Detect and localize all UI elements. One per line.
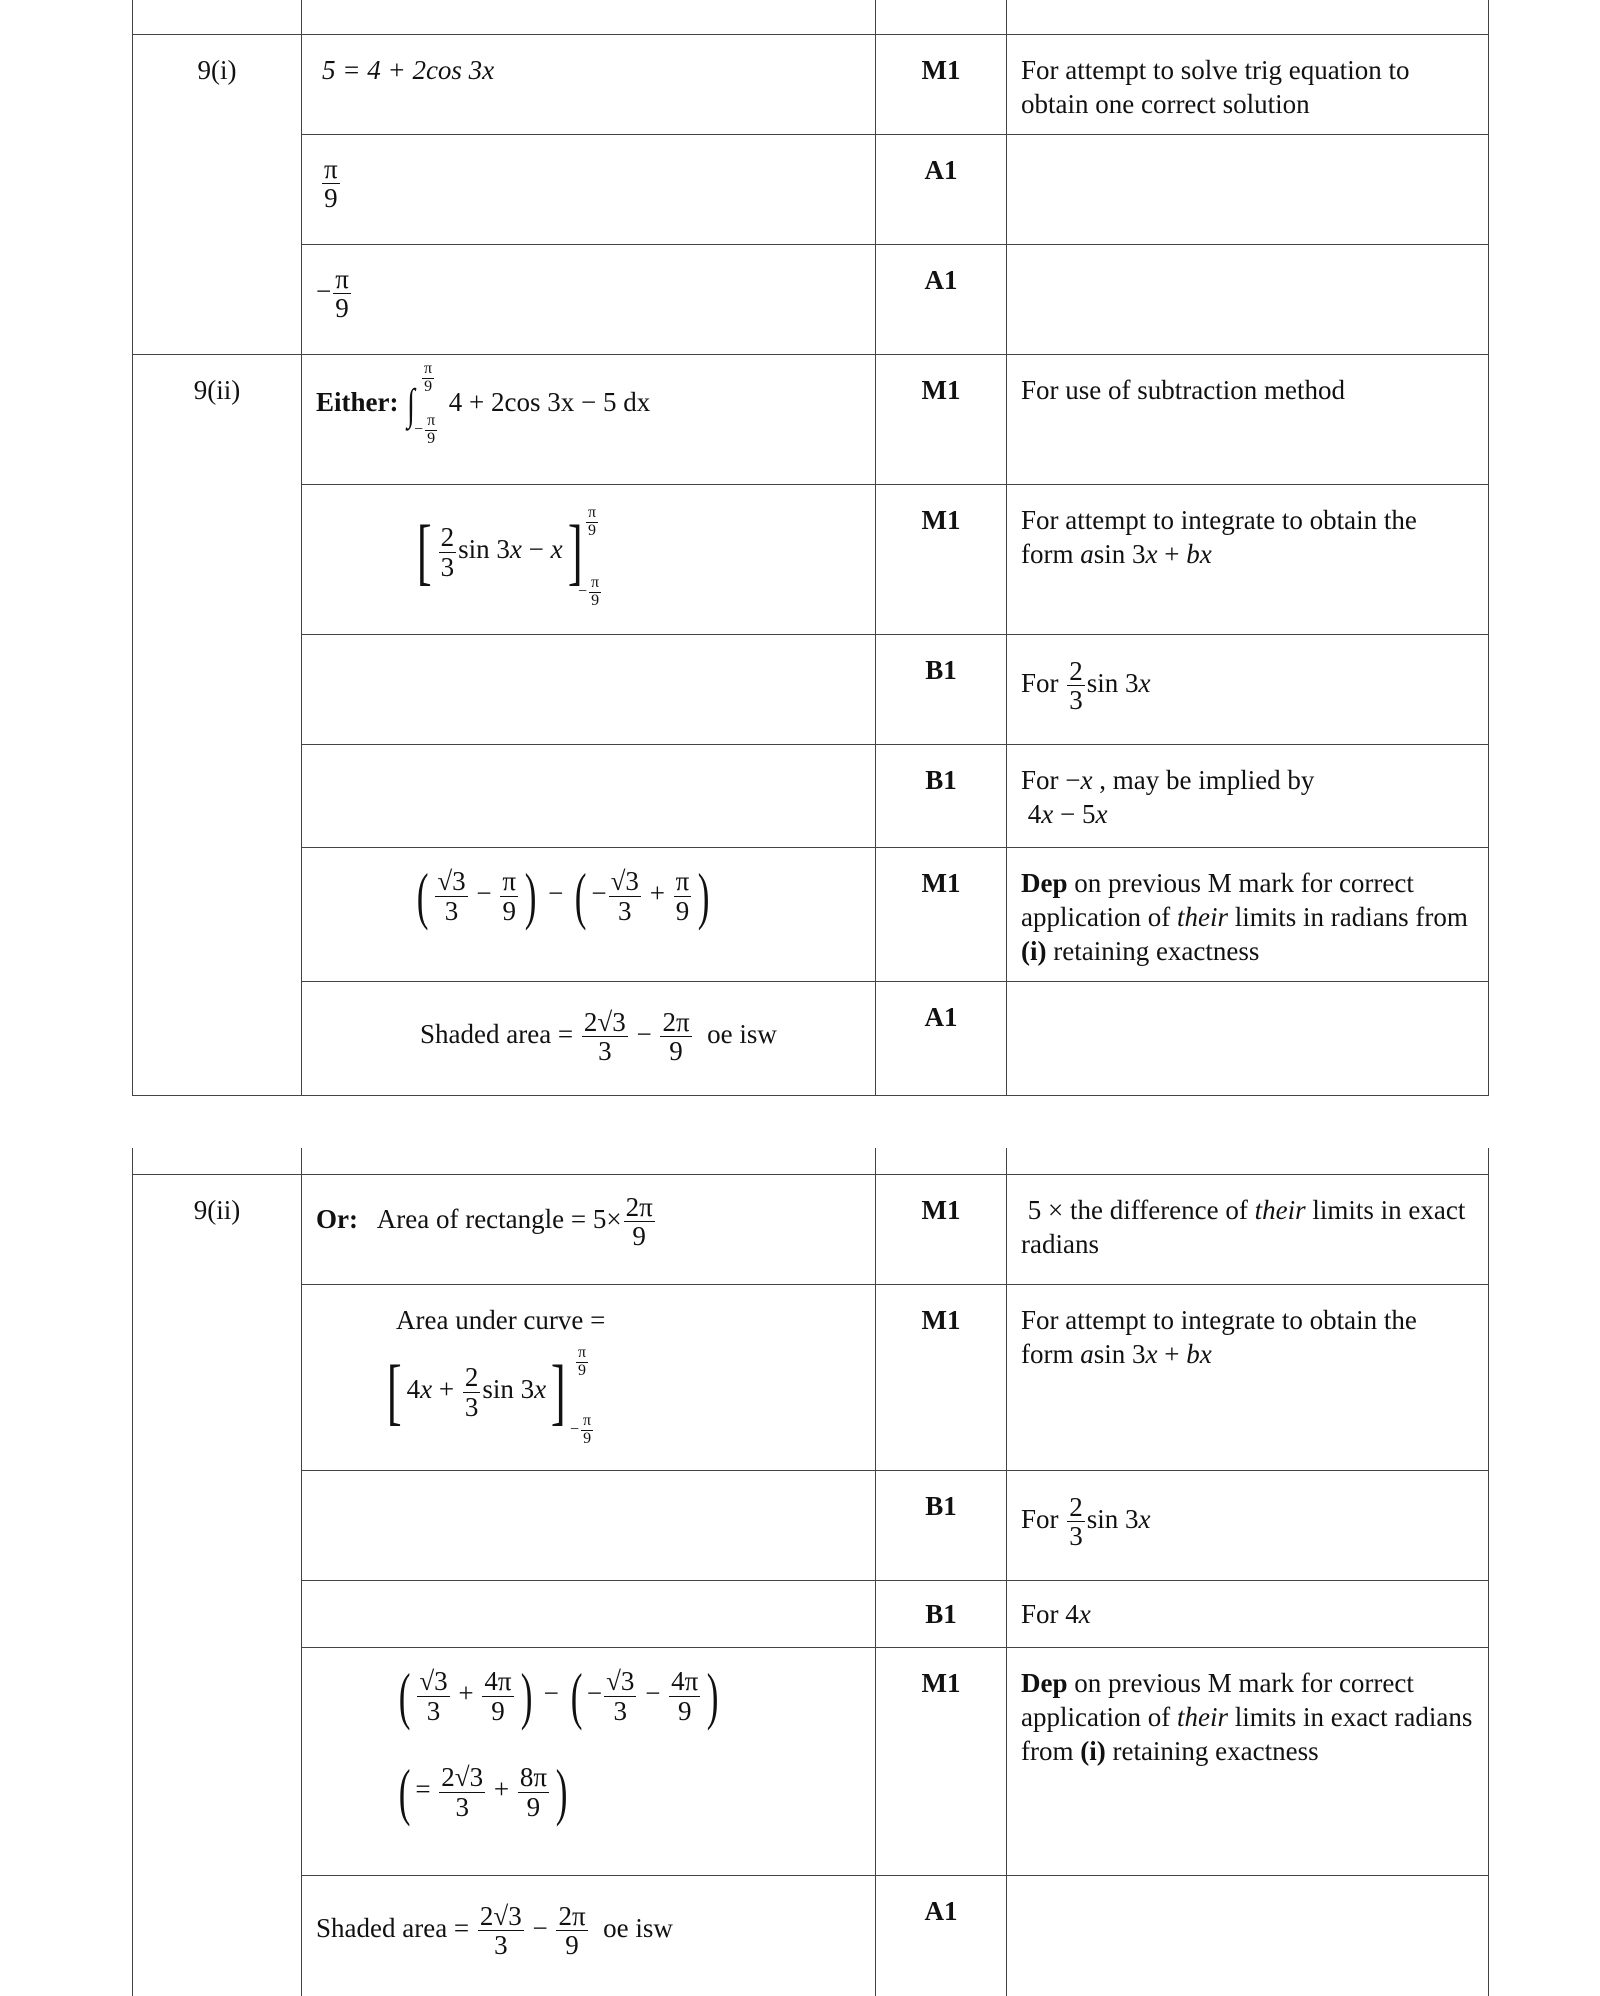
table-row [133, 355, 1489, 485]
solution-minus-pi-over-9: − $\frac{\pi}{9}$ [316, 264, 349, 324]
mark: B1 [925, 1491, 957, 1521]
guidance: For attempt to solve trig equation to obtain one correct solution [1021, 55, 1410, 119]
equation: 5 = 4 + 2cos 3x [322, 55, 495, 85]
guidance: For −x , may be implied by 4x − 5x [1021, 765, 1315, 829]
question-label-9ii: 9(ii) [193, 375, 241, 405]
mark: B1 [925, 655, 957, 685]
guidance: For 4x [1021, 1599, 1091, 1629]
guidance: For $\frac{2}{3}$ sin 3x [1021, 1492, 1151, 1552]
shaded-area: Shaded area = $\frac{2√3}{3}$ − $\frac{2\pi}{9}$ oe isw [316, 1901, 673, 1961]
table-row [133, 245, 1489, 355]
mark: A1 [924, 1002, 958, 1032]
table-row [133, 1876, 1489, 1996]
table-row [133, 745, 1489, 848]
solution-pi-over-9: $\frac{\pi}{9}$ [324, 154, 338, 214]
question-label-9i: 9(i) [197, 55, 237, 85]
guidance: For attempt to integrate to obtain the form asin 3x + bx [1021, 505, 1417, 569]
table-row [133, 1175, 1489, 1285]
mark: M1 [921, 55, 961, 85]
guidance: 5 × the difference of their limits in exact radians [1021, 1195, 1466, 1259]
mark: A1 [924, 265, 958, 295]
guidance: Dep on previous M mark for correct application of their limits in radians from (i) retaining exactness [1021, 868, 1468, 966]
integral-expression: Either: ∫ $\frac{\pi}{9}$ − $\frac{\pi}{9}$ 4 + 2cos 3x − 5 dx [316, 360, 651, 447]
mark: M1 [921, 1668, 961, 1698]
limits-simplified: ( = $\frac{2√3}{3}$ + $\frac{8\pi}{9}$ ) [398, 1756, 568, 1827]
guidance: For attempt to integrate to obtain the form asin 3x + bx [1021, 1305, 1417, 1369]
limits-substitution: ( $\frac{√3}{3}$ + $\frac{4\pi}{9}$ ) − ( − $\frac{√3}{3}$ − $\frac{4\pi}{9}$ ) [398, 1660, 719, 1731]
integrated-expression: [ 4x + $\frac{2}{3}$ sin 3x] [386, 1351, 566, 1433]
mark-scheme-table-1 [132, 0, 1489, 1096]
mark: M1 [921, 375, 961, 405]
table-row [133, 1648, 1489, 1876]
rectangle-area: Or: Area of rectangle = 5× $\frac{2\pi}{9}$ [316, 1192, 653, 1252]
mark: M1 [921, 1195, 961, 1225]
table-row [133, 1581, 1489, 1648]
question-label-9ii: 9(ii) [193, 1195, 241, 1225]
integrated-expression: [ $\frac{2}{3}$ sin 3x − x] [416, 511, 583, 593]
guidance: Dep on previous M mark for correct application of their limits in exact radians from (i) retaining exactness [1021, 1668, 1473, 1766]
guidance: For $\frac{2}{3}$ sin 3x [1021, 656, 1151, 716]
table-row: Area under curve = [ 4x + $\frac{2}{3}$ sin 3x] $\frac{\pi}{9}$ − $\frac{\pi}{9}$ M1 For attempt to integrate to obtain the form asin 3x + bx [133, 1285, 1489, 1471]
table-row [133, 1471, 1489, 1581]
table-row [133, 635, 1489, 745]
mark: B1 [925, 1599, 957, 1629]
mark: M1 [921, 1305, 961, 1335]
table-row: [ $\frac{2}{3}$ sin 3x − x] $\frac{\pi}{9}$ − $\frac{\pi}{9}$ M1 For attempt to integrate to obtain the form asin 3x + bx [133, 485, 1489, 635]
shaded-area: Shaded area = $\frac{2√3}{3}$ − $\frac{2\pi}{9}$ oe isw [420, 1007, 777, 1067]
table-row [133, 982, 1489, 1096]
table-row [133, 135, 1489, 245]
mark-scheme-table-2 [132, 1148, 1489, 1996]
mark: A1 [924, 155, 958, 185]
mark: B1 [925, 765, 957, 795]
table-row [133, 848, 1489, 982]
mark: M1 [921, 868, 961, 898]
mark: M1 [921, 505, 961, 535]
table-row [133, 35, 1489, 135]
guidance: For use of subtraction method [1021, 375, 1345, 405]
limits-substitution: ( $\frac{√3}{3}$ − $\frac{\pi}{9}$ ) − ( − $\frac{√3}{3}$ + $\frac{\pi}{9}$ ) [416, 860, 710, 931]
area-under-curve-label: Area under curve = [396, 1305, 606, 1335]
mark: A1 [924, 1896, 958, 1926]
